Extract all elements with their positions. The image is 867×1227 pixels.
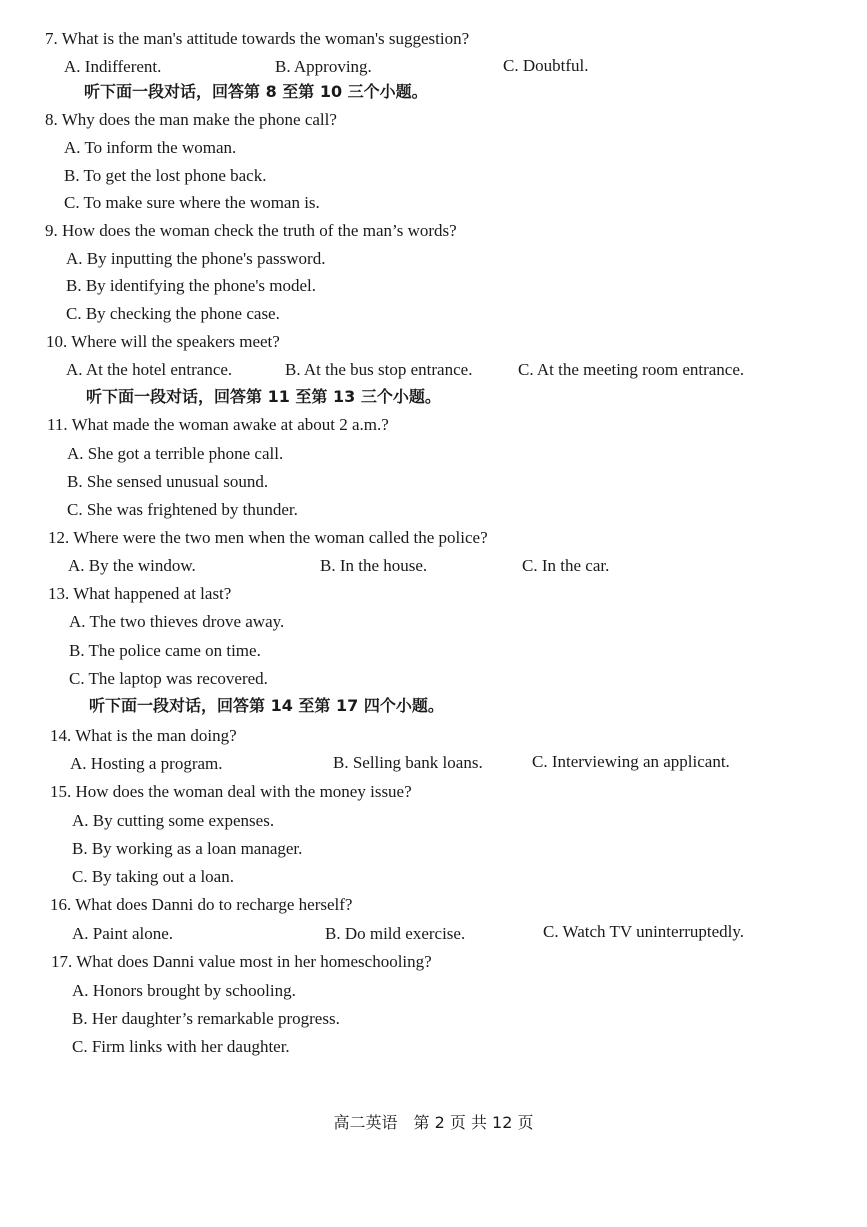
question-number: 12.: [48, 528, 70, 547]
question-number: 17.: [51, 952, 73, 971]
option-c: C. In the car.: [522, 556, 610, 575]
option-a: A. Indifferent.: [64, 57, 162, 76]
option-b: B. In the house.: [320, 556, 428, 575]
option-c: C. She was frightened by thunder.: [67, 500, 298, 519]
option-b: B. Do mild exercise.: [325, 924, 466, 943]
question-number: 7.: [45, 29, 58, 48]
option-b: B. By working as a loan manager.: [72, 839, 303, 858]
option-b: B. By identifying the phone's model.: [66, 276, 317, 295]
question-number: 8.: [45, 110, 58, 129]
question-text: What made the woman awake at about 2 a.m.?: [71, 415, 389, 434]
question-number: 15.: [50, 782, 72, 801]
question-9: [45, 221, 457, 241]
question-10: [46, 332, 280, 352]
option-b: B. The police came on time.: [69, 641, 261, 660]
question-11: [47, 415, 389, 435]
option-c: C. To make sure where the woman is.: [64, 193, 320, 212]
option-c: C. Firm links with her daughter.: [72, 1037, 290, 1056]
option-b: B. Selling bank loans.: [333, 753, 483, 772]
question-number: 11.: [47, 415, 68, 434]
question-7: [45, 29, 469, 49]
question-14: [50, 726, 237, 746]
section-instruction: 听下面一段对话，回答第 11 至第 13 三个小题。: [86, 387, 441, 406]
option-c: C. Watch TV uninterruptedly.: [543, 922, 745, 941]
option-c: C. The laptop was recovered.: [69, 669, 268, 688]
option-a: A. By inputting the phone's password.: [66, 249, 326, 268]
option-b: B. To get the lost phone back.: [64, 166, 267, 185]
option-c: C. Interviewing an applicant.: [532, 752, 730, 771]
question-number: 10.: [46, 332, 68, 351]
question-number: 14.: [50, 726, 72, 745]
question-17: [51, 952, 432, 972]
question-text: Where were the two men when the woman called the police?: [73, 528, 488, 547]
question-text: What is the man's attitude towards the woman's suggestion?: [61, 29, 470, 48]
section-instruction: 听下面一段对话，回答第 8 至第 10 三个小题。: [84, 82, 428, 101]
option-b: B. Her daughter’s remarkable progress.: [72, 1009, 340, 1028]
option-a: A. She got a terrible phone call.: [67, 444, 284, 463]
option-a: A. Hosting a program.: [70, 754, 223, 773]
option-c: C. By taking out a loan.: [72, 867, 234, 886]
option-b: B. Approving.: [275, 57, 372, 76]
option-c: C. By checking the phone case.: [66, 304, 280, 323]
question-number: 16.: [50, 895, 72, 914]
section-instruction: 听下面一段对话，回答第 14 至第 17 四个小题。: [89, 696, 444, 715]
option-a: A. Paint alone.: [72, 924, 174, 943]
option-b: B. She sensed unusual sound.: [67, 472, 269, 491]
option-a: A. By the window.: [68, 556, 196, 575]
option-a: A. By cutting some expenses.: [72, 811, 275, 830]
question-text: Why does the man make the phone call?: [61, 110, 337, 129]
question-number: 9.: [45, 221, 58, 240]
question-number: 13.: [48, 584, 70, 603]
option-b: B. At the bus stop entrance.: [285, 360, 473, 379]
question-16: [50, 895, 352, 915]
question-15: [50, 782, 412, 802]
option-a: A. At the hotel entrance.: [66, 360, 233, 379]
question-text: Where will the speakers meet?: [71, 332, 280, 351]
question-text: What does Danni value most in her homeschooling?: [76, 952, 432, 971]
question-text: What is the man doing?: [75, 726, 237, 745]
question-8: [45, 110, 337, 130]
option-a: A. To inform the woman.: [64, 138, 237, 157]
question-text: How does the woman deal with the money issue?: [75, 782, 412, 801]
question-text: How does the woman check the truth of the man’s words?: [62, 221, 457, 240]
question-13: [48, 584, 231, 604]
option-a: A. Honors brought by schooling.: [72, 981, 296, 1000]
question-text: What happened at last?: [73, 584, 232, 603]
option-c: C. Doubtful.: [503, 56, 589, 75]
option-a: A. The two thieves drove away.: [69, 612, 285, 631]
question-text: What does Danni do to recharge herself?: [75, 895, 353, 914]
option-c: C. At the meeting room entrance.: [518, 360, 745, 379]
page-footer: 高二英语 第 2 页 共 12 页: [333, 1113, 534, 1132]
question-12: [48, 528, 488, 548]
